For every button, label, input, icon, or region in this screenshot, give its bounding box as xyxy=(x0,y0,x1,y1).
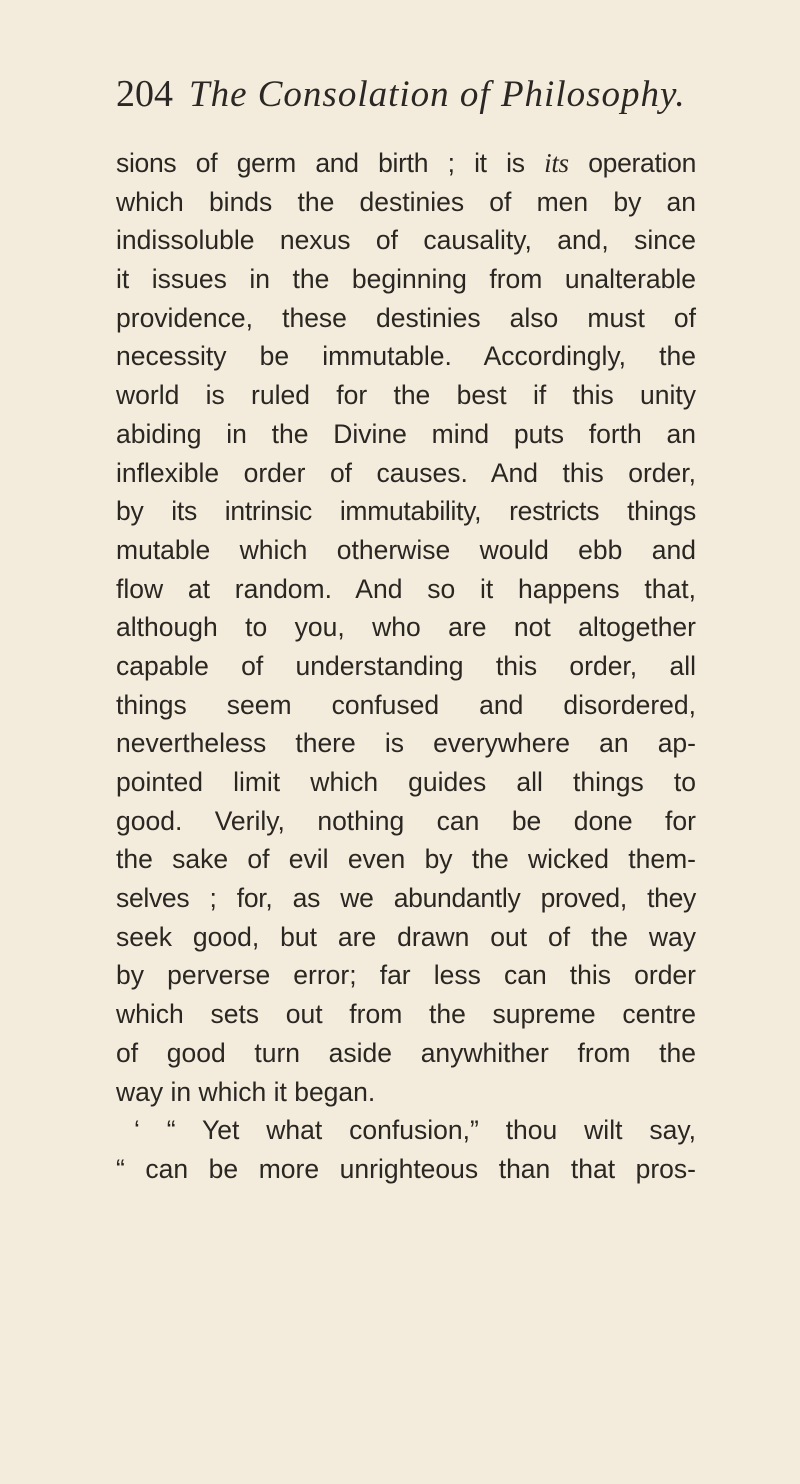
text-line: although to you, who are not altogether xyxy=(116,612,696,643)
text-line: world is ruled for the best if this unity xyxy=(116,380,696,411)
running-head xyxy=(116,72,736,124)
text-line: abiding in the Divine mind puts forth an xyxy=(116,418,696,449)
text-line: indissoluble nexus of causality, and, since xyxy=(116,225,696,256)
text-line: “ can be more unrighteous than that pros- xyxy=(116,1153,696,1184)
text-line: inflexible order of causes. And this order, xyxy=(116,457,696,488)
italic-word: its xyxy=(544,148,569,178)
text-line: providence, these destinies also must of xyxy=(116,302,696,333)
text-line: mutable which otherwise would ebb and xyxy=(116,534,696,565)
body-text xyxy=(116,144,696,1189)
text-line: sions of germ and birth ; it is its operation xyxy=(116,148,697,178)
text-line: ‘ “ Yet what confusion,” thou wilt say, xyxy=(134,1115,696,1146)
text-line: by perverse error; far less can this order xyxy=(116,960,696,991)
text-line: flow at random. And so it happens that, xyxy=(116,573,696,604)
text-line: way in which it began. xyxy=(116,1076,376,1107)
page-number: 204 xyxy=(116,73,173,115)
text-line: the sake of evil even by the wicked them- xyxy=(116,844,696,875)
text-line: good. Verily, nothing can be done for xyxy=(116,805,696,836)
text-line: capable of understanding this order, all xyxy=(116,650,696,681)
text-line: nevertheless there is everywhere an ap- xyxy=(116,728,696,759)
text-line: seek good, but are drawn out of the way xyxy=(116,921,696,952)
text-line: it issues in the beginning from unalterable xyxy=(116,264,696,295)
text-line: of good turn aside anywhither from the xyxy=(116,1037,696,1068)
running-head-title: The Consolation of Philosophy. xyxy=(189,74,686,115)
text-line: selves ; for, as we abundantly proved, they xyxy=(116,883,696,914)
text-line: which binds the destinies of men by an xyxy=(116,186,696,217)
text-line: things seem confused and disordered, xyxy=(116,689,696,720)
text-line: by its intrinsic immutability, restricts things xyxy=(116,496,696,527)
text-line: which sets out from the supreme centre xyxy=(116,999,696,1030)
text-line: pointed limit which guides all things to xyxy=(116,767,696,797)
text-line: necessity be immutable. Accordingly, the xyxy=(116,341,696,372)
